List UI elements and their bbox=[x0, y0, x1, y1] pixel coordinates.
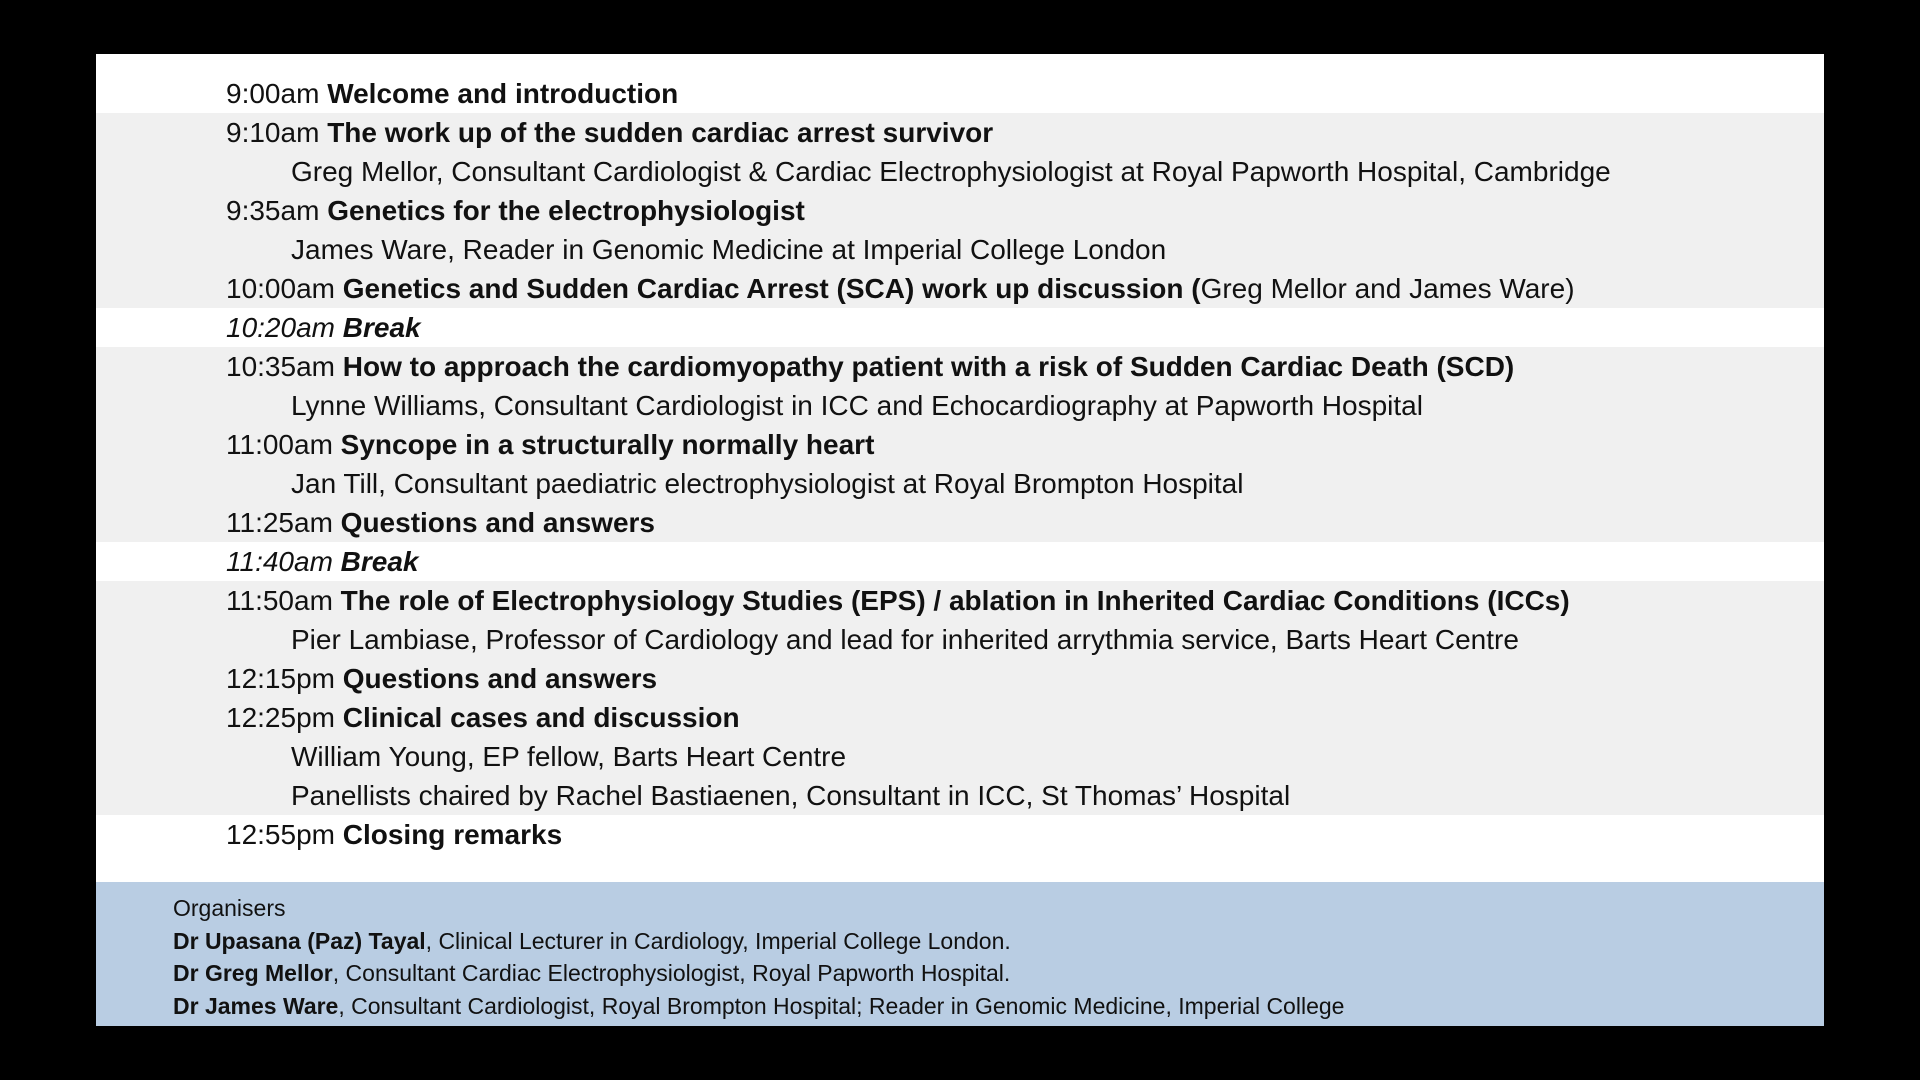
session-title: The work up of the sudden cardiac arrest survivor bbox=[327, 117, 994, 148]
session-time: 10:00am bbox=[226, 273, 335, 304]
speaker-text: Panellists chaired by Rachel Bastiaenen, Consultant in ICC, St Thomas’ Hospital bbox=[291, 780, 1291, 811]
agenda-session-row bbox=[96, 269, 1824, 308]
organiser-name: Dr James Ware bbox=[173, 992, 339, 1019]
session-time: 12:15pm bbox=[226, 663, 335, 694]
session-time: 10:20am bbox=[226, 312, 335, 343]
organisers-list bbox=[173, 925, 1824, 1023]
agenda-speaker-line bbox=[96, 230, 1824, 269]
session-title: Clinical cases and discussion bbox=[342, 702, 740, 733]
speaker-text: Pier Lambiase, Professor of Cardiology and lead for inherited arrythmia service, Barts Heart Centre bbox=[291, 624, 1519, 655]
agenda-session-row bbox=[96, 74, 1824, 113]
speaker-text: Jan Till, Consultant paediatric electrophysiologist at Royal Brompton Hospital bbox=[291, 468, 1244, 499]
agenda-session-row bbox=[96, 815, 1824, 854]
organisers-heading: Organisers bbox=[173, 895, 286, 921]
session-title: Break bbox=[342, 312, 421, 343]
organiser-role: , Consultant Cardiac Electrophysiologist, Royal Papworth Hospital. bbox=[332, 960, 1011, 986]
agenda-speaker-line bbox=[96, 737, 1824, 776]
agenda-session-row bbox=[96, 113, 1824, 152]
agenda-session-row bbox=[96, 698, 1824, 737]
agenda-break-row bbox=[96, 542, 1824, 581]
agenda-speaker-line bbox=[96, 620, 1824, 659]
agenda-speaker-line bbox=[96, 386, 1824, 425]
speaker-text: Lynne Williams, Consultant Cardiologist in ICC and Echocardiography at Papworth Hospital bbox=[291, 390, 1423, 421]
session-title: Closing remarks bbox=[342, 819, 563, 850]
session-time: 11:00am bbox=[226, 429, 333, 460]
agenda-session-row bbox=[96, 191, 1824, 230]
session-title: Genetics for the electrophysiologist bbox=[327, 195, 805, 226]
session-title: Questions and answers bbox=[340, 507, 655, 538]
organiser-role: , Clinical Lecturer in Cardiology, Imperial College London. bbox=[425, 927, 1011, 954]
organisers-panel bbox=[96, 882, 1824, 1026]
session-time: 10:35am bbox=[226, 351, 335, 382]
session-time: 11:50am bbox=[226, 585, 333, 616]
agenda-speaker-line bbox=[96, 776, 1824, 815]
agenda-session-row bbox=[96, 347, 1824, 386]
organiser-name: Dr Greg Mellor bbox=[173, 960, 333, 986]
session-speakers: Greg Mellor and James Ware) bbox=[1200, 273, 1575, 304]
agenda-session-row bbox=[96, 659, 1824, 698]
speaker-text: James Ware, Reader in Genomic Medicine at Imperial College London bbox=[291, 234, 1167, 265]
agenda-speaker-line bbox=[96, 152, 1824, 191]
agenda-break-row bbox=[96, 308, 1824, 347]
session-title: Syncope in a structurally normally heart bbox=[340, 429, 875, 460]
session-time: 12:25pm bbox=[226, 702, 335, 733]
agenda-session-row bbox=[96, 425, 1824, 464]
session-time: 11:40am bbox=[226, 546, 333, 577]
session-title: Questions and answers bbox=[342, 663, 658, 694]
organiser-role: , Consultant Cardiologist, Royal Brompton Hospital; Reader in Genomic Medicine, Imperial College bbox=[338, 992, 1345, 1019]
organiser-line bbox=[173, 957, 1824, 990]
agenda-list bbox=[96, 74, 1824, 854]
session-title: The role of Electrophysiology Studies (EPS) / ablation in Inherited Cardiac Conditions (ICCs) bbox=[340, 585, 1570, 616]
session-time: 9:35am bbox=[226, 195, 320, 226]
speaker-text: Greg Mellor, Consultant Cardiologist & Cardiac Electrophysiologist at Royal Papworth Hospital, Cambridge bbox=[291, 156, 1611, 187]
session-title: How to approach the cardiomyopathy patient with a risk of Sudden Cardiac Death (SCD) bbox=[342, 351, 1515, 382]
organiser-line bbox=[173, 925, 1824, 958]
organiser-line bbox=[173, 990, 1824, 1023]
session-time: 9:10am bbox=[226, 117, 320, 148]
organiser-name: Dr Upasana (Paz) Tayal bbox=[173, 927, 426, 954]
agenda-speaker-line bbox=[96, 464, 1824, 503]
session-title: Break bbox=[340, 546, 419, 577]
session-time: 9:00am bbox=[226, 78, 320, 109]
session-title: Welcome and introduction bbox=[327, 78, 679, 109]
session-title: Genetics and Sudden Cardiac Arrest (SCA) work up discussion ( bbox=[342, 273, 1201, 304]
agenda-session-row bbox=[96, 503, 1824, 542]
agenda-session-row bbox=[96, 581, 1824, 620]
session-time: 11:25am bbox=[226, 507, 333, 538]
speaker-text: William Young, EP fellow, Barts Heart Centre bbox=[291, 741, 847, 772]
session-time: 12:55pm bbox=[226, 819, 335, 850]
agenda-slide bbox=[96, 54, 1824, 1026]
